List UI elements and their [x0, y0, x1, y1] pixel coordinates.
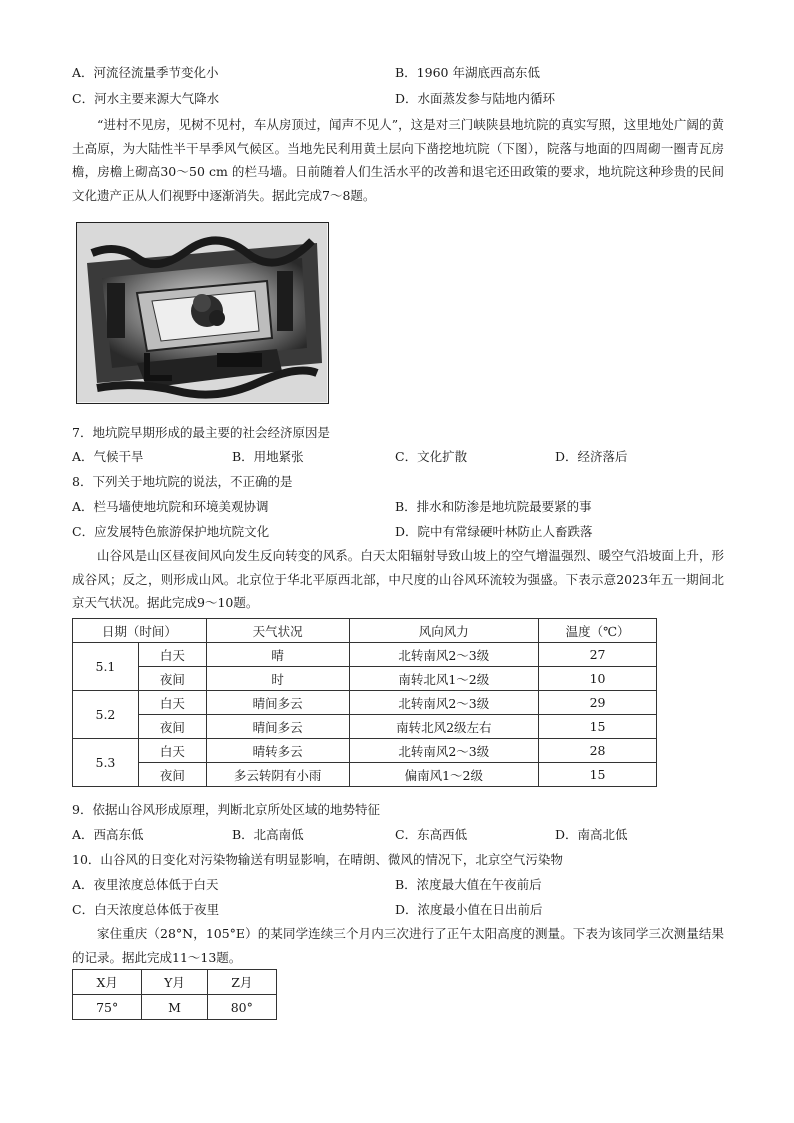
passage-mountain-valley-wind	[72, 544, 724, 615]
question-7-option-d: D．经济落后	[555, 449, 628, 464]
question-9-option-b: B．北高南低	[232, 827, 304, 842]
question-10-option-c: C．白天浓度总体低于夜里	[72, 902, 220, 917]
question-8-option-a: A．栏马墙使地坑院和环境美观协调	[72, 499, 269, 514]
header-wind: 风向风力	[349, 619, 539, 643]
question-7-option-c: C．文化扩散	[395, 449, 468, 464]
question-8-option-c: C．应发展特色旅游保护地坑院文化	[72, 524, 270, 539]
sun-altitude-table	[72, 969, 277, 1020]
cell-temp: 27	[539, 643, 657, 667]
table-row	[73, 667, 657, 691]
cell-temp: 10	[539, 667, 657, 691]
table-row	[73, 691, 657, 715]
table-row	[73, 739, 657, 763]
question-9-stem: 9．依据山谷风形成原理，判断北京所处区域的地势特征	[72, 802, 380, 817]
cell-wind: 北转南风2～3级	[349, 739, 539, 763]
cell-wind: 南转北风2级左右	[349, 715, 539, 739]
cell-wind: 北转南风2～3级	[349, 691, 539, 715]
prev-option-d: D．水面蒸发参与陆地内循环	[395, 91, 556, 106]
passage-text: “进村不见房，见树不见村，车从房顶过，闻声不见人”，这是对三门峡陕县地坑院的真实写照，这里地处广阔的黄土高原，为大陆性半干旱季风气候区。当地先民利用黄土层向下凿挖地坑院（下图），院落与地面的四周砌一圈青瓦房檐，房檐上砌高30～50 cm 的栏马墙。日前随着人们生活水平的改善和退宅还田政策的要求，地坑院这种珍贵的民间文化遗产正从人们视野中逐渐消失。据此完成7～8题。	[72, 117, 724, 203]
cell-weather: 多云转阴有小雨	[206, 763, 349, 787]
prev-option-a: A．河流径流量季节变化小	[72, 65, 219, 80]
dikengyuan-photo	[76, 222, 329, 404]
question-8-stem: 8．下列关于地坑院的说法，不正确的是	[72, 474, 293, 489]
beijing-weather-table	[72, 618, 657, 787]
question-10-option-b: B．浓度最大值在午夜前后	[395, 877, 542, 892]
prev-option-b: B．1960 年湖底西高东低	[395, 65, 540, 80]
cell-time: 白天	[138, 643, 206, 667]
question-10-option-d: D．浓度最小值在日出前后	[395, 902, 543, 917]
table-row	[73, 763, 657, 787]
passage-text: 家住重庆（28°N，105°E）的某同学连续三个月内三次进行了正午太阳高度的测量。下表为该同学三次测量结果的记录。据此完成11～13题。	[72, 926, 724, 965]
header-month-z: Z月	[207, 970, 276, 995]
question-7-stem: 7．地坑院早期形成的最主要的社会经济原因是	[72, 425, 330, 440]
cell-weather: 晴	[206, 643, 349, 667]
passage-dikengyuan	[72, 113, 724, 207]
cell-weather: 时	[206, 667, 349, 691]
cell-time: 夜间	[138, 715, 206, 739]
header-weather: 天气状况	[206, 619, 349, 643]
cell-weather: 晴间多云	[206, 691, 349, 715]
cell-temp: 15	[539, 763, 657, 787]
header-month-y: Y月	[142, 970, 207, 995]
cell-value-x: 75°	[73, 995, 142, 1020]
cell-wind: 南转北风1～2级	[349, 667, 539, 691]
cell-time: 白天	[138, 691, 206, 715]
question-8-option-b: B．排水和防渗是地坑院最要紧的事	[395, 499, 592, 514]
question-9-option-c: C．东高西低	[395, 827, 468, 842]
question-9-option-a: A．西高东低	[72, 827, 144, 842]
cell-date: 5.2	[73, 691, 139, 739]
table-row	[73, 715, 657, 739]
cell-wind: 偏南风1～2级	[349, 763, 539, 787]
cell-date: 5.1	[73, 643, 139, 691]
question-10-stem: 10．山谷风的日变化对污染物输送有明显影响，在晴朗、微风的情况下，北京空气污染物	[72, 852, 563, 867]
dikengyuan-illustration	[77, 223, 327, 402]
cell-value-z: 80°	[207, 995, 276, 1020]
passage-text: 山谷风是山区昼夜间风向发生反向转变的风系。白天太阳辐射导致山坡上的空气增温强烈、暖空气沿坡面上升，形成谷风；反之，则形成山风。北京位于华北平原西北部，中尺度的山谷风环流较为强盛。下表示意2023年五一期间北京天气状况。据此完成9～10题。	[72, 548, 724, 610]
table-header-row	[73, 970, 277, 995]
cell-date: 5.3	[73, 739, 139, 787]
header-month-x: X月	[73, 970, 142, 995]
cell-wind: 北转南风2～3级	[349, 643, 539, 667]
cell-weather: 晴间多云	[206, 715, 349, 739]
header-date: 日期（时间）	[73, 619, 207, 643]
question-7-option-a: A．气候干旱	[72, 449, 144, 464]
header-temp: 温度（℃）	[539, 619, 657, 643]
passage-chongqing-sun-altitude	[72, 922, 724, 969]
cell-time: 夜间	[138, 763, 206, 787]
cell-time: 夜间	[138, 667, 206, 691]
cell-temp: 15	[539, 715, 657, 739]
table-header-row	[73, 619, 657, 643]
cell-temp: 28	[539, 739, 657, 763]
cell-weather: 晴转多云	[206, 739, 349, 763]
prev-option-c: C．河水主要来源大气降水	[72, 91, 220, 106]
cell-temp: 29	[539, 691, 657, 715]
question-8-option-d: D．院中有常绿硬叶林防止人畜跌落	[395, 524, 593, 539]
question-10-option-a: A．夜里浓度总体低于白天	[72, 877, 219, 892]
table-row	[73, 995, 277, 1020]
question-9-option-d: D．南高北低	[555, 827, 628, 842]
cell-time: 白天	[138, 739, 206, 763]
question-7-option-b: B．用地紧张	[232, 449, 304, 464]
table-row	[73, 643, 657, 667]
cell-value-y: M	[142, 995, 207, 1020]
